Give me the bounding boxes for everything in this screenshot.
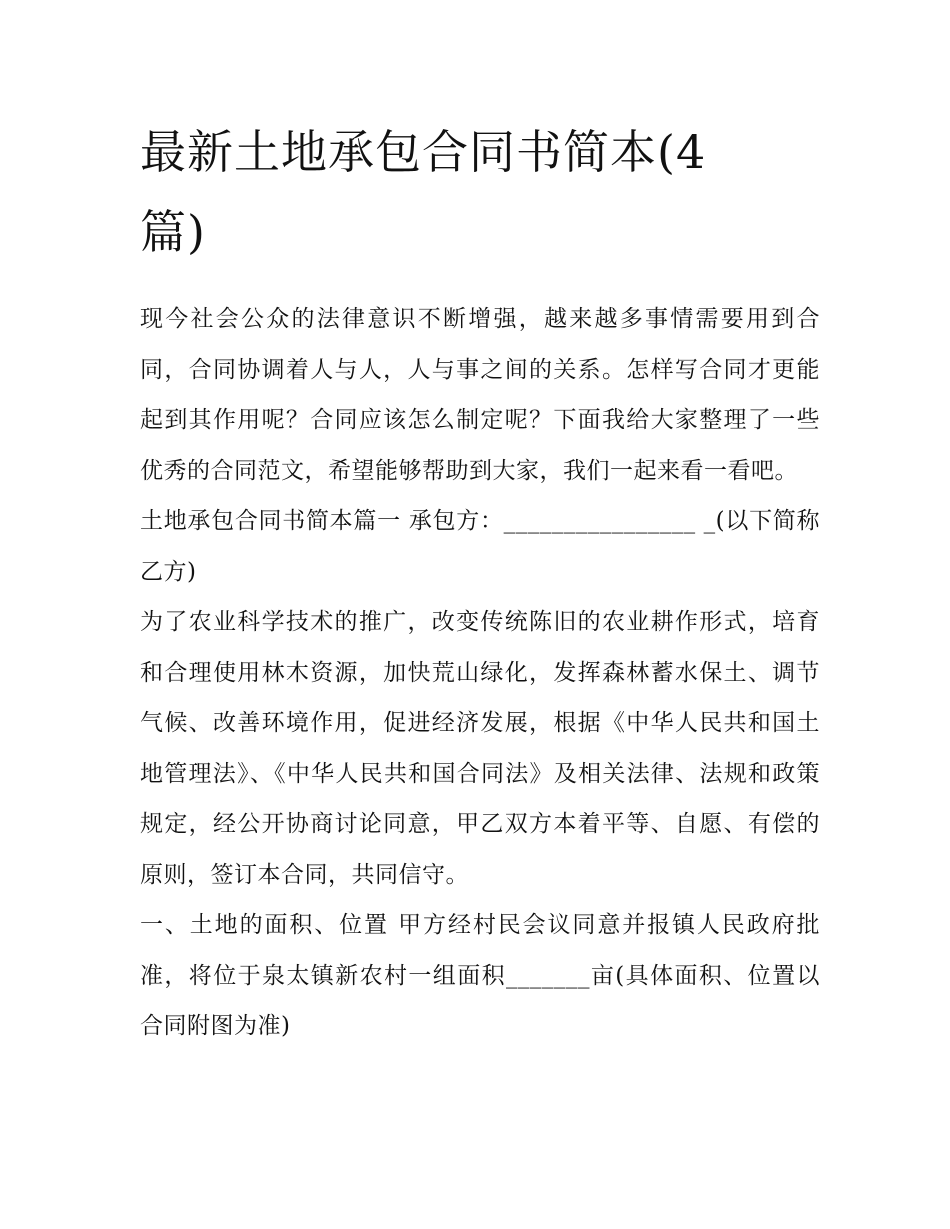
- intro-paragraph: 现今社会公众的法律意识不断增强，越来越多事情需要用到合同，合同协调着人与人，人与事之间的关系。怎样写合同才更能起到其作用呢？合同应该怎么制定呢？下面我给大家整理了一些优秀的合同范文，希望能够帮助到大家，我们一起来看一看吧。: [140, 306, 820, 484]
- contract-heading-paragraph: 土地承包合同书简本篇一 承包方：________________ _(以下简称乙方): [140, 508, 820, 585]
- document-title: 最新土地承包合同书简本(4篇): [140, 125, 707, 259]
- section-one-paragraph: 一、土地的面积、位置 甲方经村民会议同意并报镇人民政府批准，将位于泉太镇新农村一组面积_______亩(具体面积、位置以合同附图为准): [140, 912, 820, 1039]
- document-page: [140, 112, 820, 1052]
- purpose-paragraph: 为了农业科学技术的推广，改变传统陈旧的农业耕作形式，培育和合理使用林木资源，加快荒山绿化，发挥森林蓄水保土、调节气候、改善环境作用，促进经济发展，根据《中华人民共和国土地管理法》、《中华人民共和国合同法》及相关法律、法规和政策规定，经公开协商讨论同意，甲乙双方本着平等、自愿、有偿的原则，签订本合同，共同信守。: [140, 609, 820, 888]
